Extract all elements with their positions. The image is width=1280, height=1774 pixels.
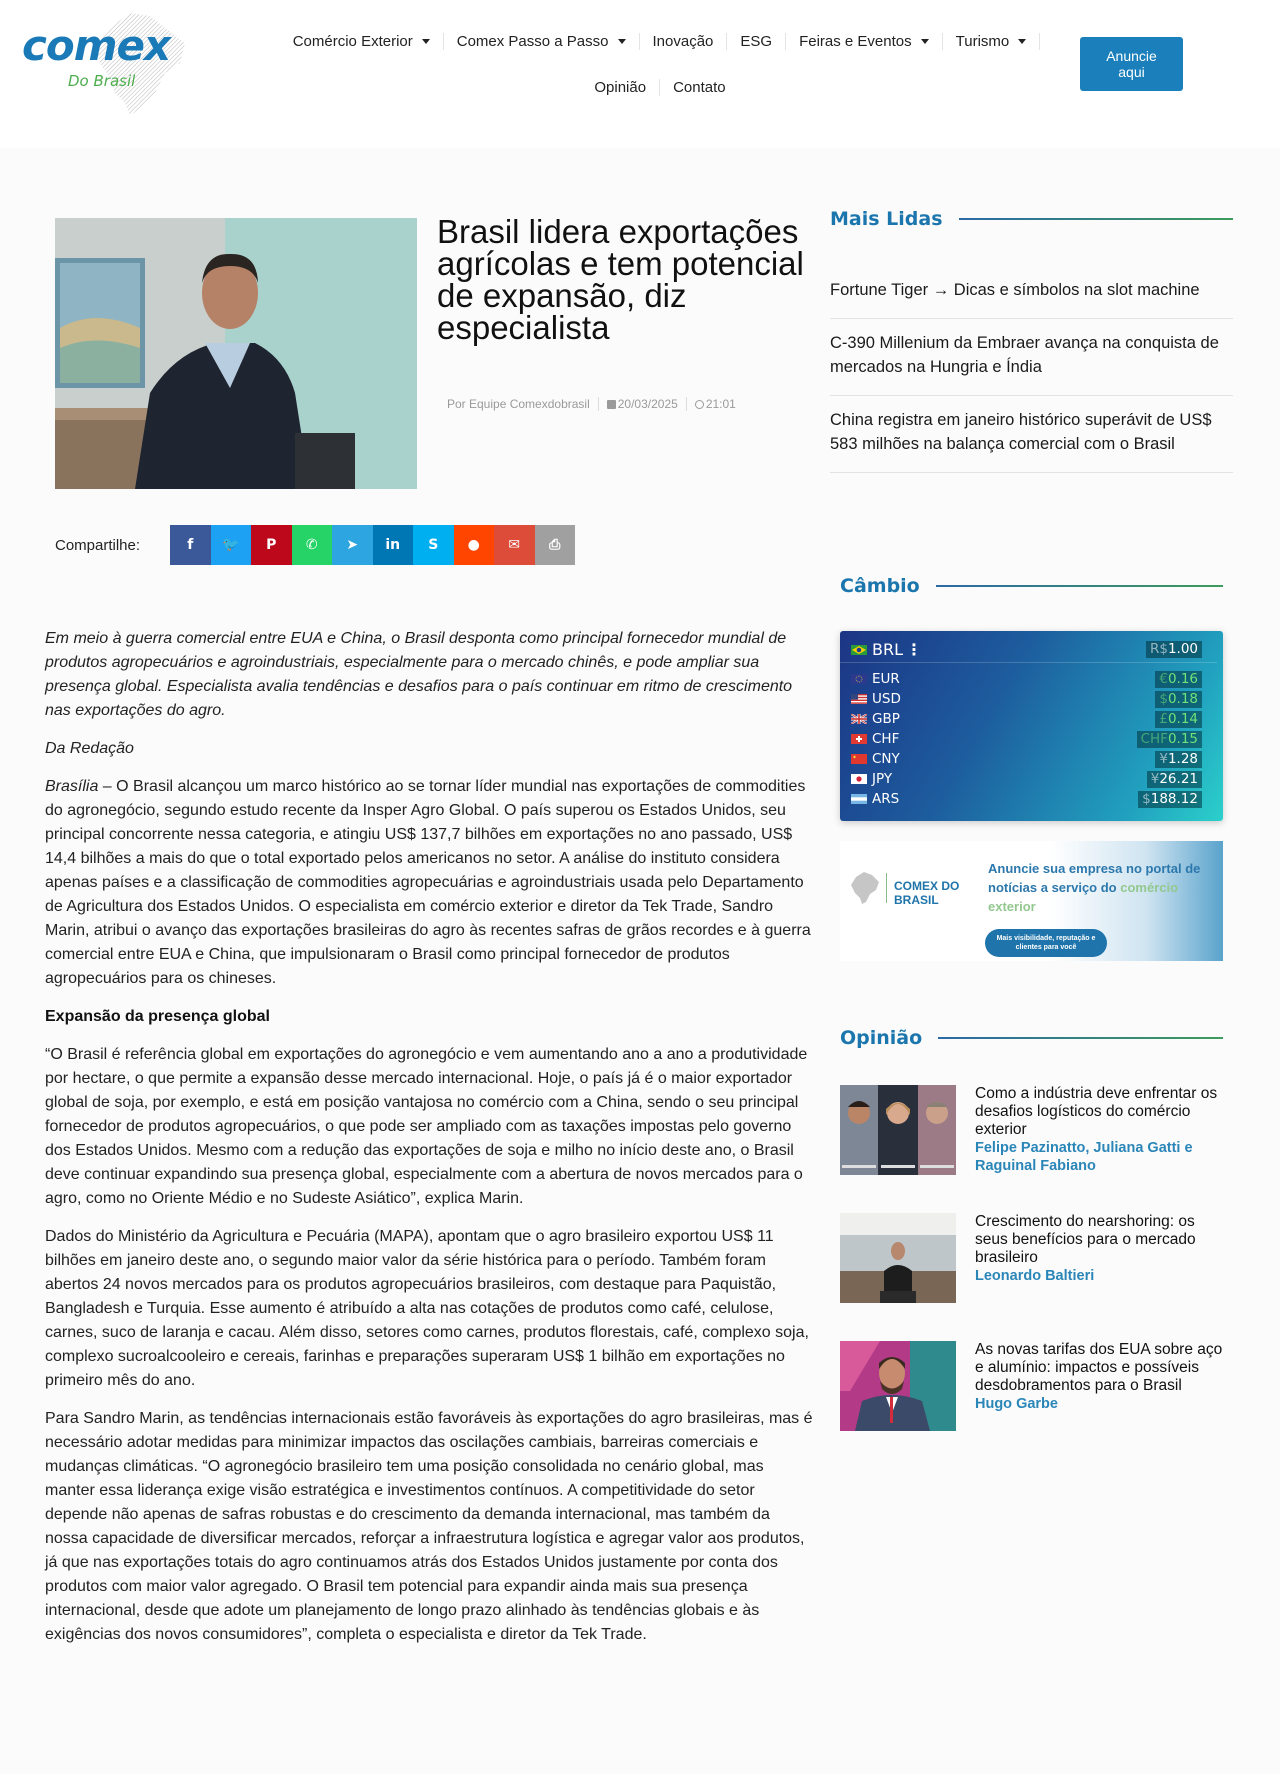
- currency-code: USD: [872, 691, 901, 707]
- paragraph-text: – O Brasil alcançou um marco histórico ao se tornar líder mundial nas exportações de commodities do agronegócio, segundo estudo recente da Insper Agro Global. O país superou os Estados Unidos, seu principal concorrente nessa categoria, e atingiu US$ 137,7 bilhões em exportações no ano passado, US$ 14,4 bilhões a mais do que o total exportado pelos americanos no setor. A análise do instituto considera apenas países e a classificação de commodities agropecuárias e agroindustriais usada pelo Departamento de Agricultura dos Estados Unidos. O especialista em comércio exterior e diretor da Tek Trade, Sandro Marin, atribui o avanço das exportações brasileiras do agro às recentes safras de grãos recordes e à guerra comercial entre EUA e China, que impulsionaram o Brasil como principal fornecedor de produtos agropecuários para os chineses.: [45, 778, 811, 987]
- chevron-down-icon: [618, 39, 626, 44]
- currency-code: JPY: [872, 771, 893, 787]
- article-paragraph: Para Sandro Marin, as tendências internacionais estão favoráveis às exportações do agro brasileiras, mas é necessário adotar medidas para minimizar impactos das oscilações cambiais, barreiras comerciais e mudanças climáticas. “O agronegócio brasileiro tem uma posição consolidada no cenário global, mas manter essa liderança exige visão estratégica e investimentos contínuos. A competitividade do setor depende não apenas de safras robustas e do crescimento da demanda internacional, mas também da nossa capacidade de diversificar mercados, reforçar a infraestrutura logística e agregar valor aos produtos, já que nas exportações totais do agro continuamos atrás dos Estados Unidos justamente por conta dos produtos com maior valor agregado. O Brasil tem potencial para expandir ainda mais sua presença internacional, desde que adote um planejamento de longo prazo alinhado às tendências globais e às exigências dos novos consumidores”, completa o especialista e diretor da Tek Trade.: [45, 1410, 813, 1643]
- most-read-list: [830, 268, 1233, 473]
- currency-code: BRL: [872, 640, 904, 659]
- most-read-item[interactable]: China registra em janeiro histórico superávit de US$ 583 milhões na balança comercial com o Brasil: [830, 396, 1233, 473]
- opinion-text: [975, 1213, 1230, 1303]
- site-header: [0, 0, 1280, 148]
- share-email-button[interactable]: [494, 525, 535, 565]
- flag-jpy-icon: [851, 774, 867, 784]
- main-nav: [270, 26, 1050, 102]
- currency-symbol: CHF: [1140, 730, 1168, 747]
- share-pinterest-button[interactable]: [251, 525, 292, 565]
- currency-code: GBP: [872, 711, 900, 727]
- currency-code: CHF: [872, 731, 900, 747]
- article-author[interactable]: Por Equipe Comexdobrasil: [447, 397, 599, 411]
- share-facebook-button[interactable]: [170, 525, 211, 565]
- currency-value: [1137, 731, 1202, 748]
- currency-rates: [840, 663, 1217, 809]
- opinion-item[interactable]: [840, 1085, 1240, 1175]
- advertise-button[interactable]: Anuncie aqui: [1080, 37, 1183, 91]
- article-time: [687, 397, 744, 411]
- currency-symbol: £: [1159, 710, 1168, 727]
- dateline: Brasília: [45, 778, 99, 795]
- flag-gbp-icon: [851, 714, 867, 724]
- currency-amount: 1.28: [1167, 750, 1198, 767]
- nav-item-label: Comex Passo a Passo: [456, 32, 609, 50]
- share-print-button[interactable]: [535, 525, 576, 565]
- article-byline: Da Redação: [45, 740, 134, 757]
- currency-amount: 0.14: [1167, 710, 1198, 727]
- opinion-thumbnail[interactable]: [840, 1341, 956, 1431]
- nav-item-label: Comércio Exterior: [292, 32, 413, 50]
- currency: [851, 691, 901, 707]
- linkedin-icon: in: [385, 537, 401, 553]
- chevron-down-icon: [1018, 39, 1026, 44]
- currency-value: [1155, 671, 1202, 688]
- currency-value: [1155, 691, 1202, 708]
- section-divider: [936, 585, 1223, 587]
- opinion-text: [975, 1341, 1230, 1431]
- currency-amount: 1.00: [1167, 641, 1198, 657]
- most-read-item[interactable]: C-390 Millenium da Embraer avança na conquista de mercados na Hungria e Índia: [830, 319, 1233, 396]
- article-paragraph: [45, 775, 815, 991]
- logo-subtitle: Do Brasil: [68, 72, 136, 90]
- exchange-header: [840, 575, 1223, 597]
- opinion-list: [840, 1085, 1240, 1469]
- currency-amount: 0.15: [1167, 730, 1198, 747]
- opinion-author[interactable]: Hugo Garbe: [975, 1396, 1058, 1412]
- facebook-icon: f: [187, 537, 194, 553]
- whatsapp-icon: ✆: [305, 537, 318, 553]
- nav-item-label: ESG: [740, 32, 773, 50]
- exchange-title: Câmbio: [840, 575, 920, 597]
- currency-widget: [840, 631, 1223, 821]
- most-read-header: [830, 208, 1233, 230]
- currency-amount: 0.16: [1167, 670, 1198, 687]
- article-lead: Em meio à guerra comercial entre EUA e China, o Brasil desponta como principal fornecedor mundial de produtos agropecuários e agroindustriais, especialmente para o mercado chinês, e pode ampliar sua presença global. Especialista avalia tendências e desafios para o país continuar em ritmo de crescimento nas exportações do agro.: [45, 630, 793, 719]
- share-reddit-button[interactable]: [454, 525, 495, 565]
- article-date: [599, 397, 687, 411]
- ad-brand: COMEX DO BRASIL: [894, 879, 960, 907]
- chevron-down-icon: [422, 39, 430, 44]
- currency-symbol: $: [1142, 790, 1151, 807]
- currency-value: [1147, 771, 1202, 788]
- currency-row[interactable]: [840, 669, 1217, 689]
- most-read-title: Mais Lidas: [830, 208, 943, 230]
- currency-row[interactable]: [840, 789, 1217, 809]
- share-label: Compartilhe:: [55, 536, 141, 554]
- print-icon: ⎙: [549, 537, 561, 553]
- nav-item[interactable]: [943, 33, 1041, 50]
- skype-icon: S: [428, 537, 439, 553]
- nav-item-label: Feiras e Eventos: [799, 32, 912, 50]
- share-buttons: [170, 525, 575, 565]
- flag-eur-icon: [851, 674, 867, 684]
- currency: [851, 751, 900, 767]
- date-text: 20/03/2025: [617, 397, 678, 411]
- currency-code: EUR: [872, 671, 900, 687]
- nav-item-label: Contato: [673, 78, 726, 96]
- twitter-icon: 🐦: [222, 537, 240, 553]
- ad-pill: Mais visibilidade, reputação e clientes para você: [985, 929, 1107, 957]
- opinion-author[interactable]: Leonardo Baltieri: [975, 1268, 1095, 1284]
- currency-value: [1146, 641, 1202, 658]
- email-icon: ✉: [508, 537, 521, 553]
- flag-ars-icon: [851, 794, 867, 804]
- currency-value: [1138, 791, 1202, 808]
- opinion-item[interactable]: [840, 1341, 1240, 1431]
- divider: [886, 873, 887, 903]
- article-paragraph: “O Brasil é referência global em exportações do agronegócio e vem aumentando ano a ano a produtividade por hectare, o que permite a expansão desse mercado internacional. Hoje, o país já é o maior exportador global de soja, por exemplo, e está em posição vantajosa no comércio com a China, sendo o seu principal fornecedor de produtos agropecuários, o que pode ser ampliado com as taxações impostas pelo governo dos Estados Unidos. Mesmo com a redução das exportações de soja e milho no início deste ano, o Brasil deve continuar expandindo sua presença global, especialmente com a abertura de novos mercados para o agro, como no Oriente Médio e no Sudeste Asiático”, explica Marin.: [45, 1046, 808, 1207]
- currency-amount: 188.12: [1150, 790, 1198, 807]
- advertise-banner[interactable]: [840, 841, 1223, 961]
- nav-item[interactable]: [581, 79, 660, 96]
- clock-icon: [695, 400, 704, 409]
- nav-item[interactable]: [640, 33, 728, 50]
- opinion-header: [840, 1027, 1223, 1049]
- reddit-icon: ●: [467, 537, 480, 553]
- share-whatsapp-button[interactable]: [292, 525, 333, 565]
- article-hero-image: [55, 218, 417, 489]
- opinion-author[interactable]: Felipe Pazinatto, Juliana Gatti e Raguinal Fabiano: [975, 1140, 1193, 1174]
- currency-symbol: €: [1159, 670, 1168, 687]
- flag-brl-icon: [851, 645, 867, 655]
- currency-row[interactable]: [840, 709, 1217, 729]
- share-bar: [55, 525, 575, 565]
- currency-amount: 0.18: [1167, 690, 1198, 707]
- most-read-item[interactable]: Fortune Tiger → Dicas e símbolos na slot machine: [830, 268, 1233, 319]
- nav-item[interactable]: [727, 33, 786, 50]
- share-twitter-button[interactable]: [211, 525, 252, 565]
- share-telegram-button[interactable]: [332, 525, 373, 565]
- opinion-item[interactable]: [840, 1213, 1240, 1303]
- currency: [851, 771, 892, 787]
- pinterest-icon: P: [266, 537, 277, 553]
- section-divider: [938, 1037, 1223, 1039]
- more-options-icon[interactable]: ⋮: [906, 640, 923, 659]
- opinion-title[interactable]: Como a indústria deve enfrentar os desafios logísticos do comércio exterior: [975, 1085, 1218, 1138]
- currency-symbol: R$: [1149, 641, 1168, 657]
- brazil-map-icon: [850, 871, 880, 905]
- currency-code: ARS: [872, 791, 900, 807]
- chevron-down-icon: [921, 39, 929, 44]
- nav-item-label: Inovação: [652, 32, 714, 50]
- article-title: Brasil lidera exportações agrícolas e tem potencial de expansão, diz especialista: [437, 213, 804, 346]
- currency: [851, 791, 899, 807]
- currency-code: CNY: [872, 751, 900, 767]
- article-body: [45, 627, 815, 1661]
- nav-item[interactable]: [786, 33, 943, 50]
- article-meta: [447, 397, 744, 411]
- currency-symbol: $: [1159, 690, 1168, 707]
- opinion-text: [975, 1085, 1230, 1175]
- currency-symbol: ¥: [1159, 750, 1168, 767]
- opinion-thumbnail[interactable]: [840, 1213, 956, 1303]
- currency-row[interactable]: [840, 689, 1217, 709]
- opinion-thumbnail[interactable]: [840, 1085, 956, 1175]
- currency-row[interactable]: [840, 729, 1217, 749]
- nav-item[interactable]: [444, 33, 640, 50]
- currency-row[interactable]: [840, 769, 1217, 789]
- opinion-title[interactable]: Crescimento do nearshoring: os seus benefícios para o mercado brasileiro: [975, 1213, 1196, 1266]
- article-paragraph: Dados do Ministério da Agricultura e Pecuária (MAPA), apontam que o agro brasileiro exportou US$ 11 bilhões em janeiro deste ano, o segundo maior valor da série histórica para o período. Também foram abertos 24 novos mercados para os produtos agropecuários brasileiros, com destaque para Paquistão, Bangladesh e Turquia. Esse aumento é atribuído a alta nas cotações de produtos como café, celulose, carnes, suco de laranja e cacau. Além disso, setores como carnes, produtos florestais, café, complexo soja, complexo sucroalcooleiro e cereais, farinhas e preparações superaram US$ 1 bilhão em exportações no primeiro mês do ano.: [45, 1228, 809, 1389]
- flag-cny-icon: [851, 754, 867, 764]
- currency-symbol: ¥: [1150, 770, 1160, 787]
- currency-base-row: [840, 631, 1217, 663]
- flag-chf-icon: [851, 734, 867, 744]
- time-text: 21:01: [705, 397, 736, 411]
- logo-wordmark: comex: [22, 21, 171, 70]
- currency: [851, 671, 900, 687]
- share-linkedin-button[interactable]: [373, 525, 414, 565]
- calendar-icon: [607, 400, 616, 409]
- opinion-title: Opinião: [840, 1027, 923, 1049]
- site-logo[interactable]: [20, 8, 230, 118]
- currency-value: [1155, 751, 1202, 768]
- nav-item[interactable]: [660, 79, 739, 96]
- ad-message-text: Anuncie sua empresa no portal de notícias a serviço do: [988, 861, 1201, 895]
- currency-base[interactable]: [851, 640, 922, 659]
- share-skype-button[interactable]: [413, 525, 454, 565]
- article-subheading: Expansão da presença global: [45, 1008, 270, 1025]
- ad-message: [988, 859, 1218, 916]
- section-divider: [959, 218, 1233, 220]
- currency: [851, 711, 900, 727]
- currency: [851, 731, 899, 747]
- currency-amount: 26.21: [1159, 770, 1198, 787]
- currency-row[interactable]: [840, 749, 1217, 769]
- ad-message-highlight: comércio exterior: [988, 880, 1179, 914]
- currency-value: [1155, 711, 1202, 728]
- telegram-icon: ➤: [346, 537, 359, 553]
- nav-item[interactable]: [280, 33, 444, 50]
- nav-item-label: Opinião: [594, 78, 647, 96]
- nav-item-label: Turismo: [955, 32, 1010, 50]
- flag-usd-icon: [851, 694, 867, 704]
- opinion-title[interactable]: As novas tarifas dos EUA sobre aço e alumínio: impactos e possíveis desdobramentos para o Brasil: [975, 1341, 1223, 1394]
